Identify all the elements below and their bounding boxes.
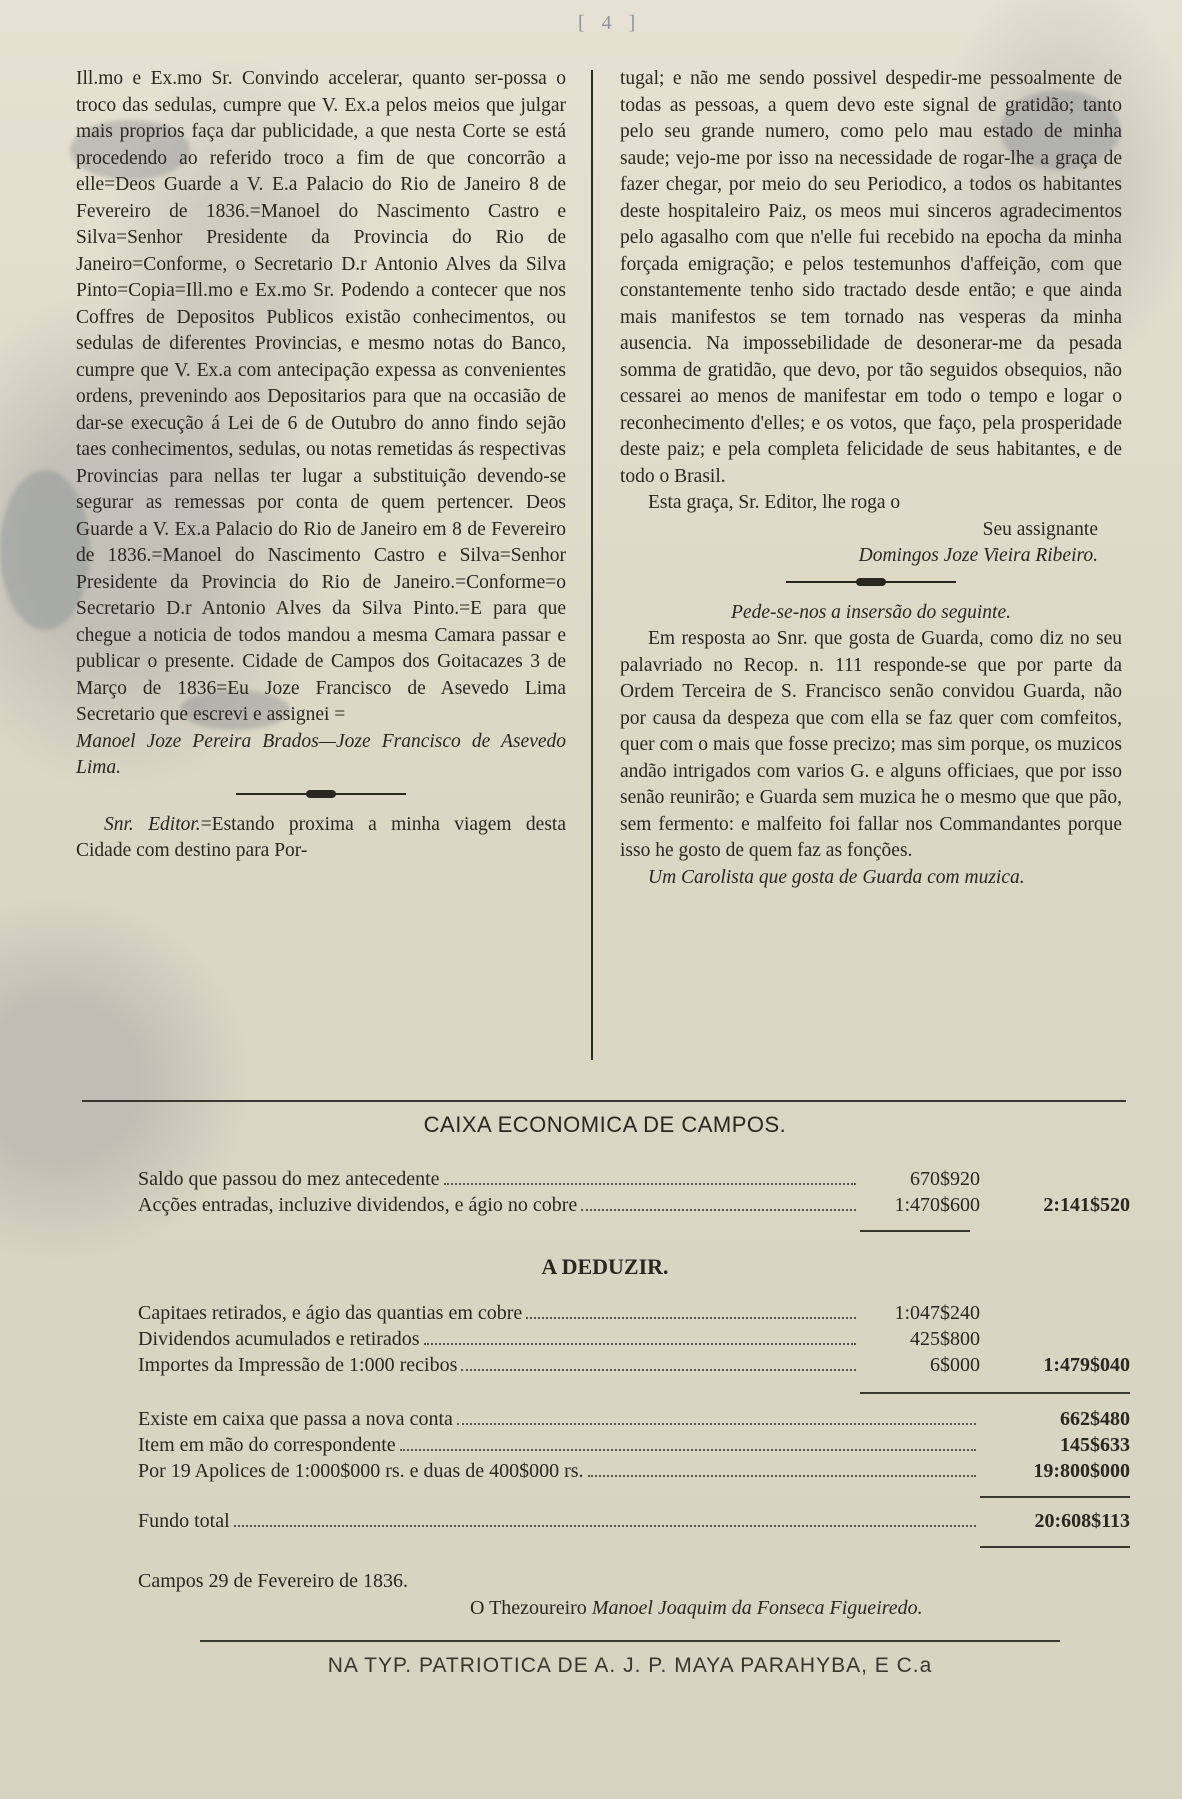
right-column [620, 66, 1122, 891]
ledger-row: Dividendos acumulados e retirados 425$800 [138, 1328, 980, 1350]
decree-text: Ill.mo e Ex.mo Sr. Convindo accelerar, quanto ser-possa o troco das sedulas, cumpre que V. Ex.a pelos meios que julgar mais proprios faça dar publicidade, a que nesta Corte se está procedendo ao referido troco a fim de que concorrão a elle=Deos Guarde a V. E.a Palacio do Rio de Janeiro 8 de Fevereiro de 1836.=Manoel do Nascimento Castro e Silva=Senhor Presidente da Provincia do Rio de Janeiro=Conforme, o Secretario D.r Antonio Alves da Silva Pinto=Copia=Ill.mo e Ex.mo Sr. Podendo a contecer que nos Coffres de Depositos Publicos existão conhecimentos, ou sedulas de diferentes Provincias, e mesmo notas do Banco, cumpre que V. Ex.a com antecipação expessa as convenientes ordens, prevenindo aos Depositarios para que na occasião de dar-se execução á Lei de 6 de Outubro do anno findo sejão taes conhecimentos, sedulas, ou notas remetidas ás respectivas Provincias para nellas ter lugar a substituição devendo-se segurar as remessas por conta de quem pertencer. Deos Guarde a V. Ex.a Palacio do Rio de Janeiro em 8 de Fevereiro de 1836.=Manoel do Nascimento Castro e Silva=Senhor Presidente da Provincia do Rio de Janeiro.=Conforme=o Secretario D.r Antonio Alves da Silva Pinto.=E para que chegue a noticia de todos mandou a mesma Camara passar e publicar o presente. Cidade de Campos dos Goitacazes 3 de Março de 1836=Eu Joze Francisco de Asevedo Lima Secretario que escrevi e assignei = [76, 68, 566, 725]
treasurer-title: O Thezoureiro [470, 1597, 587, 1619]
decree-signatories: Manoel Joze Pereira Brados—Joze Francisco de Asevedo Lima. [76, 730, 566, 778]
letter-opening [76, 812, 566, 865]
ledger-row: Acções entradas, incluzive dividendos, e ágio no cobre 1:470$600 2:141$520 [138, 1194, 1130, 1216]
total-rule [980, 1546, 1130, 1548]
ledger-row: Importes da Impressão de 1:000 recibos 6$000 1:479$040 [138, 1354, 1130, 1376]
ledger-row: Existe em caixa que passa a nova conta 662$480 [138, 1408, 1130, 1430]
ledger-row: Capitaes retirados, e ágio das quantias em cobre 1:047$240 [138, 1302, 980, 1324]
subtotal-rule [860, 1230, 970, 1232]
letter-salutation: Snr. Editor. [104, 813, 201, 835]
treasurer-name: Manoel Joaquim da Fonseca Figueiredo. [591, 1597, 923, 1619]
deduct-heading: A DEDUZIR. [541, 1254, 669, 1279]
section-rule [82, 1100, 1126, 1102]
column-divider [591, 70, 593, 1060]
notice-body: Em resposta ao Snr. que gosta de Guarda, como diz no seu palavriado no Recop. n. 111 responde-se que por parte da Ordem Terceira de S. Francisco senão convidou Guarda, não por causa da despeza que com ella se faz quer com comfeitos, quer com o mais que fosse precizo; mas sim porque, os muzicos andão intrigados com varios G. e alguns officiaes, que por isso senão reunirão; e Guarda sem muzica he o mesmo que que pão, sem fermento: e malfeito foi fallar nos Commandantes porque isso he gosto de quem faz as fonções. [620, 628, 1122, 861]
ledger-date: Campos 29 de Fevereiro de 1836. [138, 1570, 408, 1592]
imprint-rule [200, 1640, 1060, 1642]
left-column [76, 66, 566, 865]
ledger-row: Saldo que passou do mez antecedente 670$920 [138, 1168, 980, 1190]
subtotal-rule [860, 1392, 1130, 1394]
ornament-divider [236, 790, 406, 798]
ledger-row: Item em mão do correspondente 145$633 [138, 1434, 1130, 1456]
ledger-caixa-economica [80, 1112, 1130, 1620]
letter-signature: Domingos Joze Vieira Ribeiro. [858, 545, 1098, 566]
page-number: [ 4 ] [578, 12, 642, 34]
letter-continuation: tugal; e não me sendo possivel despedir-me pessoalmente de todas as pessoas, a quem devo este signal de gratidão; tanto pelo seu grande numero, como pelo mau estado de minha saude; vejo-me por isso na necessidade de rogar-lhe a graça de fazer chegar, por meio do seu Periodico, a todos os habitantes deste hospitaleiro Paiz, os meos mui sinceros agradecimentos pelo agasalho com que n'elle fui recebido na epocha da minha forçada emigração; e pelos testemunhos d'affeição, com que constantemente tenho sido tractado desde então; e que ainda mais manifestos se tem tornado nas vesperas da minha ausencia. Na impossebilidade de desonerar-me da pesada somma de gratidão, que devo, por tão seguidos obsequios, não cessarei ao menos de manifestar em todo o tempo e logar o reconhecimento d'elles; e os votos, que faço, pela prosperidade deste paiz; e pela completa felicidade de seus habitantes, e de todo o Brasil. [620, 68, 1122, 487]
ledger-title: CAIXA ECONOMICA DE CAMPOS. [423, 1112, 787, 1137]
treasurer-signature [80, 1597, 1130, 1620]
notice-heading: Pede-se-nos a insersão do seguinte. [731, 601, 1011, 623]
ornament-divider [786, 578, 956, 586]
total-rule [980, 1496, 1130, 1498]
letter-closing: Esta graça, Sr. Editor, lhe roga o [648, 492, 901, 513]
printer-imprint: NA TYP. PATRIOTICA DE A. J. P. MAYA PARAHYBA, E C.a [327, 1654, 933, 1677]
notice-signature: Um Carolista que gosta de Guarda com muzica. [648, 866, 1025, 888]
ledger-total-row: Fundo total 20:608$113 [138, 1510, 1130, 1532]
ledger-row: Por 19 Apolices de 1:000$000 rs. e duas de 400$000 rs. 19:800$000 [138, 1460, 1130, 1482]
letter-start: =Estando proxima a minha viagem desta Cidade com destino para Por- [76, 813, 566, 861]
letter-closing-2: Seu assignante [982, 518, 1098, 540]
